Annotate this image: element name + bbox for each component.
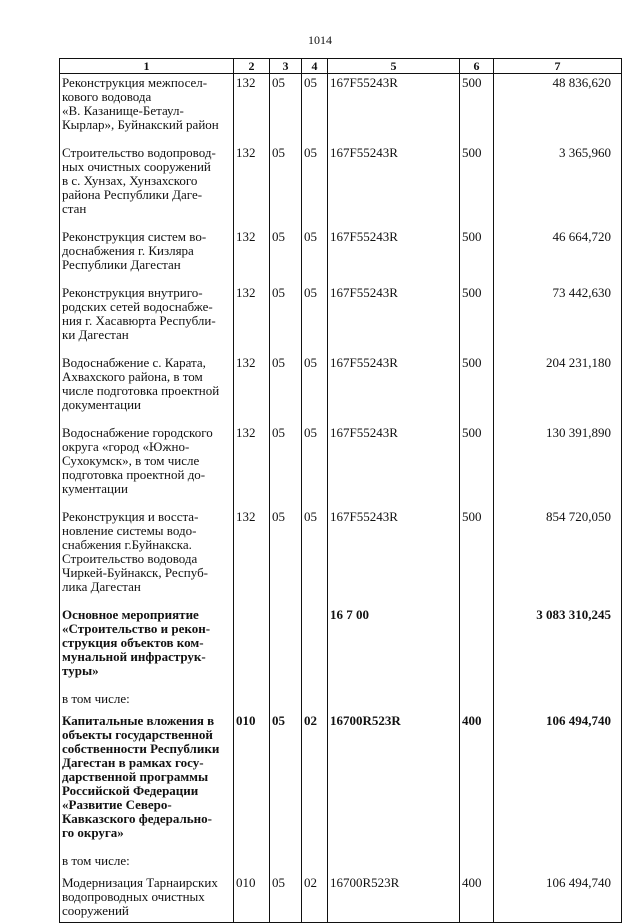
row-amount-cell: 130 391,890	[494, 424, 622, 508]
row-amount-cell: 3 083 310,245	[494, 606, 622, 690]
row-section-cell: 05	[270, 284, 302, 354]
table-row	[60, 690, 622, 712]
row-name-cell: Строительство водопровод- ных очистных сооружений в с. Хунзах, Хунзахского района Республики Даге- стан	[60, 144, 234, 228]
header-col-3: 3	[270, 59, 302, 74]
table-row	[60, 144, 622, 228]
row-name-cell: Реконструкция межпосел- кового водовода «В. Казанище-Бетаул- Кырлар», Буйнакский район	[60, 74, 234, 145]
table-row	[60, 424, 622, 508]
row-section-cell: 05	[270, 424, 302, 508]
row-target-cell: 16 7 00	[328, 606, 460, 690]
row-code-cell: 132	[234, 144, 270, 228]
row-name-cell: в том числе:	[60, 852, 234, 874]
row-name-cell: Водоснабжение с. Карата, Ахвахского района, в том числе подготовка проектной документации	[60, 354, 234, 424]
row-subsection-cell: 05	[302, 228, 328, 284]
row-name-cell: Реконструкция внутриго- родских сетей водоснабже- ния г. Хасавюрта Республи- ки Дагестан	[60, 284, 234, 354]
header-col-5: 5	[328, 59, 460, 74]
row-section-cell: 05	[270, 144, 302, 228]
row-amount-cell: 204 231,180	[494, 354, 622, 424]
row-target-cell: 167F55243R	[328, 284, 460, 354]
row-subsection-cell: 05	[302, 74, 328, 145]
row-subsection-cell: 05	[302, 144, 328, 228]
table-row	[60, 606, 622, 690]
table-row	[60, 74, 622, 145]
row-code-cell: 132	[234, 424, 270, 508]
row-amount-cell: 3 365,960	[494, 144, 622, 228]
row-subsection-cell: 02	[302, 712, 328, 852]
row-name-cell: Капитальные вложения в объекты государственной собственности Республики Дагестан в рамках госу- дарственной программы Российской Федерации «Развитие Северо- Кавказского федерально- го округа»	[60, 712, 234, 852]
row-type-cell: 500	[460, 74, 494, 145]
row-subsection-cell: 05	[302, 354, 328, 424]
table-row	[60, 712, 622, 852]
row-amount-cell: 106 494,740	[494, 874, 622, 923]
row-section-cell	[270, 690, 302, 712]
row-name-cell: в том числе:	[60, 690, 234, 712]
table-row	[60, 508, 622, 606]
row-subsection-cell	[302, 690, 328, 712]
header-col-7: 7	[494, 59, 622, 74]
row-type-cell	[460, 690, 494, 712]
row-name-cell: Модернизация Тарнаирских водопроводных очистных сооружений	[60, 874, 234, 923]
row-target-cell	[328, 690, 460, 712]
row-section-cell: 05	[270, 228, 302, 284]
row-section-cell: 05	[270, 508, 302, 606]
header-col-2: 2	[234, 59, 270, 74]
header-col-1: 1	[60, 59, 234, 74]
row-type-cell: 400	[460, 712, 494, 852]
row-target-cell: 167F55243R	[328, 354, 460, 424]
row-section-cell	[270, 852, 302, 874]
row-subsection-cell: 05	[302, 284, 328, 354]
row-amount-cell: 48 836,620	[494, 74, 622, 145]
table-row	[60, 874, 622, 923]
row-type-cell: 400	[460, 874, 494, 923]
row-target-cell: 167F55243R	[328, 508, 460, 606]
header-col-6: 6	[460, 59, 494, 74]
row-code-cell	[234, 690, 270, 712]
budget-table	[59, 58, 622, 923]
row-name-cell: Реконструкция и восста- новление системы водо- снабжения г.Буйнакска. Строительство водовода Чиркей-Буйнакск, Респуб- лика Дагестан	[60, 508, 234, 606]
row-subsection-cell: 05	[302, 508, 328, 606]
header-row	[60, 59, 622, 74]
row-type-cell: 500	[460, 228, 494, 284]
row-amount-cell	[494, 852, 622, 874]
row-subsection-cell: 05	[302, 424, 328, 508]
row-type-cell: 500	[460, 424, 494, 508]
table-row	[60, 228, 622, 284]
row-code-cell	[234, 852, 270, 874]
table-row	[60, 284, 622, 354]
row-target-cell: 167F55243R	[328, 144, 460, 228]
header-col-4: 4	[302, 59, 328, 74]
page-number: 1014	[308, 33, 332, 47]
row-type-cell: 500	[460, 508, 494, 606]
row-amount-cell: 73 442,630	[494, 284, 622, 354]
row-subsection-cell	[302, 606, 328, 690]
table-body	[60, 74, 622, 923]
row-target-cell: 16700R523R	[328, 874, 460, 923]
row-name-cell: Реконструкция систем во- доснабжения г. Кизляра Республики Дагестан	[60, 228, 234, 284]
row-subsection-cell: 02	[302, 874, 328, 923]
row-name-cell: Водоснабжение городского округа «город «Южно- Сухокумск», в том числе подготовка проектной до- кументации	[60, 424, 234, 508]
row-code-cell: 010	[234, 874, 270, 923]
row-target-cell: 167F55243R	[328, 228, 460, 284]
table-row	[60, 354, 622, 424]
row-section-cell: 05	[270, 74, 302, 145]
row-type-cell: 500	[460, 144, 494, 228]
row-section-cell: 05	[270, 874, 302, 923]
row-target-cell: 167F55243R	[328, 74, 460, 145]
row-type-cell: 500	[460, 354, 494, 424]
row-target-cell: 167F55243R	[328, 424, 460, 508]
row-code-cell: 132	[234, 508, 270, 606]
row-amount-cell: 46 664,720	[494, 228, 622, 284]
row-code-cell: 132	[234, 228, 270, 284]
row-section-cell: 05	[270, 354, 302, 424]
table-row	[60, 852, 622, 874]
row-code-cell: 132	[234, 354, 270, 424]
row-type-cell	[460, 852, 494, 874]
row-code-cell	[234, 606, 270, 690]
row-code-cell: 010	[234, 712, 270, 852]
row-section-cell: 05	[270, 712, 302, 852]
row-section-cell	[270, 606, 302, 690]
row-code-cell: 132	[234, 284, 270, 354]
row-type-cell	[460, 606, 494, 690]
row-subsection-cell	[302, 852, 328, 874]
row-target-cell: 16700R523R	[328, 712, 460, 852]
row-code-cell: 132	[234, 74, 270, 145]
row-amount-cell: 106 494,740	[494, 712, 622, 852]
row-amount-cell	[494, 690, 622, 712]
row-amount-cell: 854 720,050	[494, 508, 622, 606]
row-type-cell: 500	[460, 284, 494, 354]
row-target-cell	[328, 852, 460, 874]
row-name-cell: Основное мероприятие «Строительство и рекон- струкция объектов ком- мунальной инфраструк- туры»	[60, 606, 234, 690]
